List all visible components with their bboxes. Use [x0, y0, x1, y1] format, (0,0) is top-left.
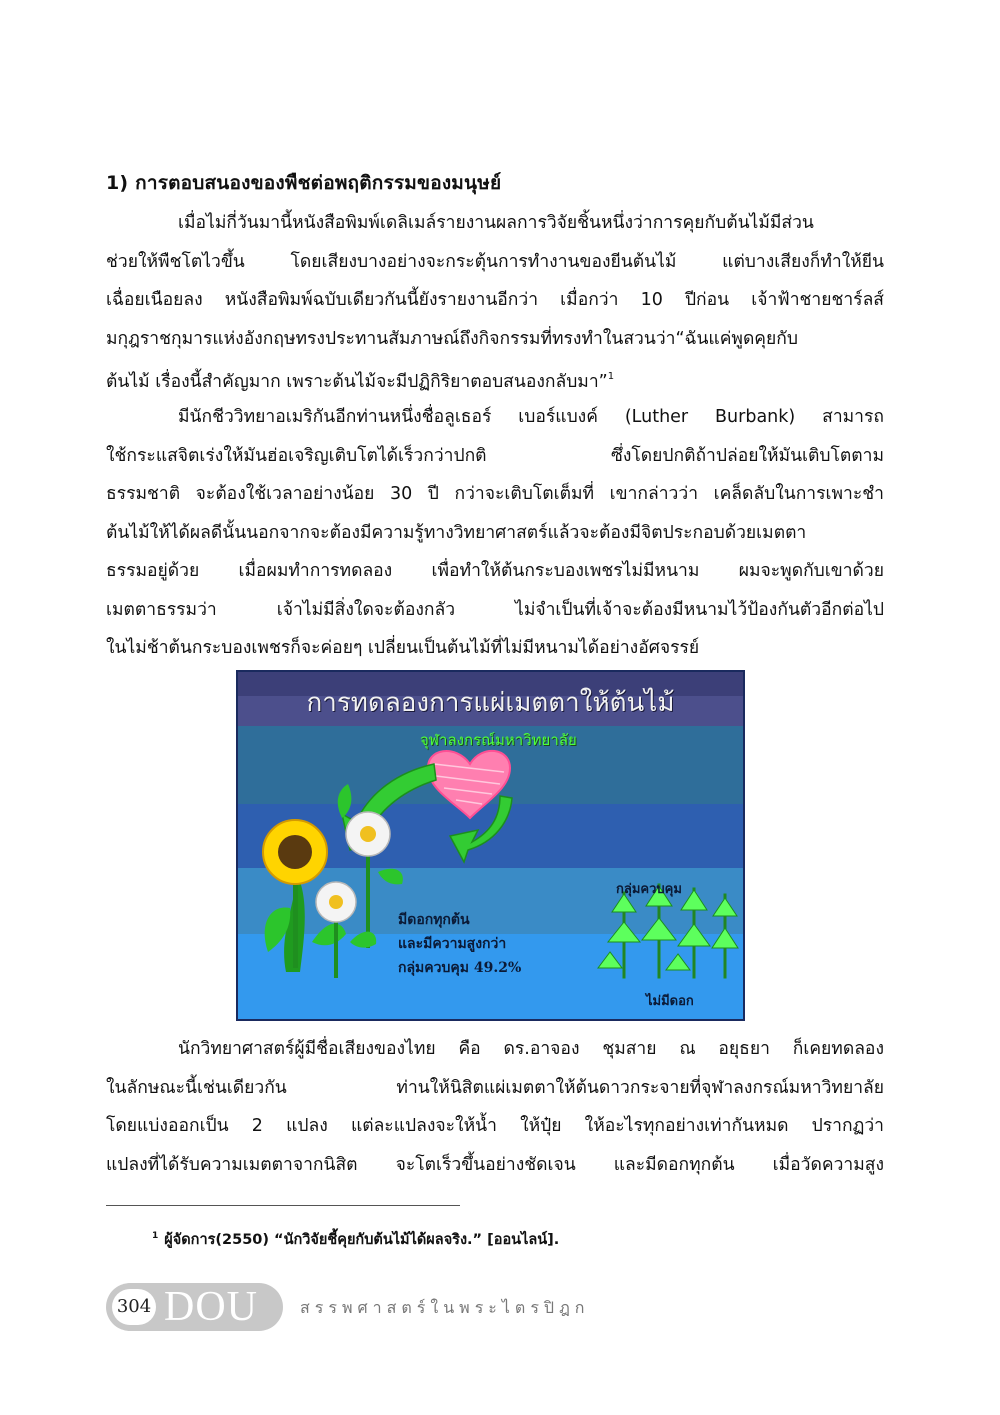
- control-group-label: กลุ่มควบคุม: [616, 882, 682, 897]
- paragraph-2-line: ในไม่ช้าต้นกระบองเพชรก็จะค่อยๆ เปลี่ยนเป็นต้นไม้ที่ไม่มีหนามได้อย่างอัศจรรย์: [106, 638, 700, 658]
- paragraph-2-line: ใช้กระแสจิตเร่งให้มันฮ่อเจริญเติบโตได้เร็วกว่าปกติ ซึ่งโดยปกติถ้าปล่อยให้มันเติบโตตาม: [106, 445, 884, 466]
- paragraph-2-line: เมตตาธรรมว่า เจ้าไม่มีสิ่งใดจะต้องกลัว ไม่จำเป็นที่เจ้าจะต้องมีหนามไว้ป้องกันตัวอีกต่อไป: [106, 599, 884, 620]
- experiment-figure: [236, 670, 745, 1021]
- paragraph-3: [106, 1030, 884, 1184]
- figure-title: การทดลองการแผ่เมตตาให้ต้นไม้: [306, 688, 675, 718]
- paragraph-3-line: โดยแบ่งออกเป็น 2 แปลง แต่ละแปลงจะให้น้ำ ให้ปุ๋ย ให้อะไรทุกอย่างเท่ากันหมด ปรากฏว่า: [106, 1116, 884, 1136]
- footnote-divider: [106, 1205, 460, 1206]
- flowering-label-line: มีดอกทุกต้น: [398, 912, 470, 928]
- flowering-group-label: [398, 908, 521, 980]
- paragraph-1-line-last: [106, 358, 884, 397]
- paragraph-3-line: นักวิทยาศาสตร์ผู้มีชื่อเสียงของไทย คือ ดร.อาจอง ชุมสาย ณ อยุธยา ก็เคยทดลอง: [178, 1039, 884, 1059]
- paragraph-2-line: ธรรมอยู่ด้วย เมื่อผมทำการทดลอง เพื่อทำให้ต้นกระบองเพชรไม่มีหนาม ผมจะพูดกับเขาด้วย: [106, 561, 884, 581]
- flowering-label-line: กลุ่มควบคุม 49.2%: [398, 960, 522, 976]
- footnote-marker: 1: [152, 1231, 159, 1241]
- paragraph-2-line: ธรรมชาติ จะต้องใช้เวลาอย่างน้อย 30 ปี กว่าจะเติบโตเต็มที่ เขากล่าวว่า เคล็ดลับในการเพาะชำ: [106, 484, 884, 504]
- book-title: สรรพศาสตร์ในพระไตรปิฎก: [300, 1298, 590, 1317]
- daisy-icon: [316, 784, 403, 978]
- paragraph-1-line: เมื่อไม่กี่วันมานี้หนังสือพิมพ์เดลิเมล์รายงานผลการวิจัยชิ้นหนึ่งว่าการคุยกับต้นไม้มีส่วน: [178, 213, 814, 233]
- page-number: 304: [112, 1289, 156, 1325]
- footnote-reference[interactable]: 1: [607, 371, 615, 382]
- section-heading: 1) การตอบสนองของพืชต่อพฤติกรรมของมนุษย์: [106, 172, 502, 194]
- paragraph-2-line: มีนักชีววิทยาอเมริกันอีกท่านหนึ่งชื่อลูเธอร์ เบอร์แบงค์ (Luther Burbank) สามารถ: [178, 407, 884, 427]
- footnote-text: ผู้จัดการ(2550) “นักวิจัยชี้คุยกับต้นไม้ได้ผลจริง.” [ออนไลน์].: [164, 1232, 560, 1248]
- dou-logo: DOU: [164, 1284, 258, 1330]
- flowering-label-line: และมีความสูงกว่า: [398, 936, 507, 952]
- paragraph-1-line-text: ต้นไม้ เรื่องนี้สำคัญมาก เพราะต้นไม้จะมีปฏิกิริยาตอบสนองกลับมา”: [106, 372, 608, 392]
- paragraph-3-line: ในลักษณะนี้เช่นเดียวกัน ท่านให้นิสิตแผ่เมตตาให้ต้นดาวกระจายที่จุฬาลงกรณ์มหาวิทยาลัย: [106, 1077, 884, 1098]
- no-flower-label: ไม่มีดอก: [646, 994, 694, 1009]
- paragraph-1-line: มกุฎราชกุมารแห่งอังกฤษทรงประทานสัมภาษณ์ถึงกิจกรรมที่ทรงทำในสวนว่า“ฉันแค่พูดคุยกับ: [106, 328, 798, 349]
- paragraph-2: [106, 398, 884, 668]
- footnote: [152, 1228, 559, 1251]
- footer-badge: [106, 1283, 283, 1331]
- paragraph-1-line: เฉื่อยเนือยลง หนังสือพิมพ์ฉบับเดียวกันนี้ยังรายงานอีกว่า เมื่อกว่า 10 ปีก่อน เจ้าฟ้าชายชาร์ลส์: [106, 290, 884, 310]
- paragraph-3-line: แปลงที่ได้รับความเมตตาจากนิสิต จะโตเร็วขึ้นอย่างชัดเจน และมีดอกทุกต้น เมื่อวัดความสูง: [106, 1154, 884, 1175]
- paragraph-1-line: ช่วยให้พืชโตไวขึ้น โดยเสียงบางอย่างจะกระตุ้นการทำงานของยีนต้นไม้ แต่บางเสียงก็ทำให้ยีน: [106, 251, 884, 272]
- paragraph-1: [106, 204, 884, 397]
- figure-subtitle: จุฬาลงกรณ์มหาวิทยาลัย: [420, 731, 577, 749]
- paragraph-2-line: ต้นไม้ให้ได้ผลดีนั้นนอกจากจะต้องมีความรู้ทางวิทยาศาสตร์แล้วจะต้องมีจิตประกอบด้วยเมตตา: [106, 522, 807, 543]
